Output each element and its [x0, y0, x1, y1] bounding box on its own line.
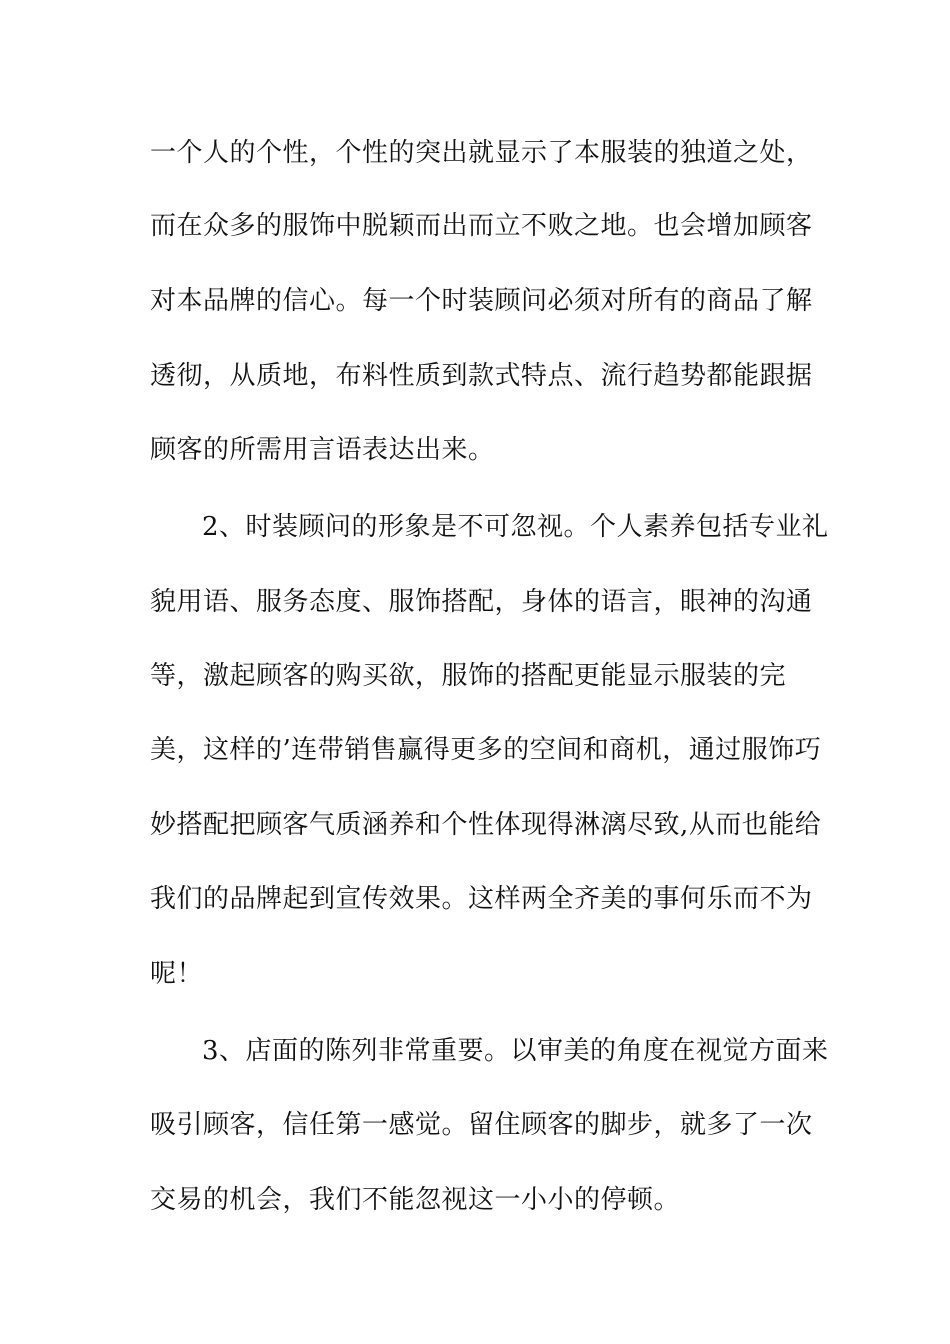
text-line: 等，激起顾客的购买欲，服饰的搭配更能显示服装的完	[150, 661, 787, 691]
text-line: 透彻，从质地，布料性质到款式特点、流行趋势都能跟据	[150, 361, 813, 391]
text-line: 交易的机会，我们不能忽视这一小小的停顿。	[150, 1185, 681, 1215]
text-line: 顾客的所需用言语表达出来。	[150, 435, 495, 465]
text-line: 美，这样的’连带销售赢得更多的空间和商机，通过服饰巧	[150, 735, 822, 765]
paragraph-3-start: 3、店面的陈列非常重要。以审美的角度在视觉方面来	[202, 1036, 829, 1066]
text-line: 吸引顾客，信任第一感觉。留住顾客的脚步，就多了一次	[150, 1110, 813, 1140]
paragraph-2-start: 2、时装顾问的形象是不可忽视。个人素养包括专业礼	[202, 512, 829, 542]
text-line: 妙搭配把顾客气质涵养和个性体现得淋漓尽致,从而也能给	[150, 810, 822, 840]
text-line: 我们的品牌起到宣传效果。这样两全齐美的事何乐而不为	[150, 884, 813, 914]
text-line: 一个人的个性，个性的突出就显示了本服装的独道之处，	[150, 138, 813, 168]
text-line: 对本品牌的信心。每一个时装顾问必须对所有的商品了解	[150, 286, 813, 316]
text-line: 呢！	[150, 959, 204, 989]
text-line: 貌用语、服务态度、服饰搭配，身体的语言，眼神的沟通	[150, 587, 813, 617]
text-line: 而在众多的服饰中脱颖而出而立不败之地。也会增加顾客	[150, 211, 813, 241]
